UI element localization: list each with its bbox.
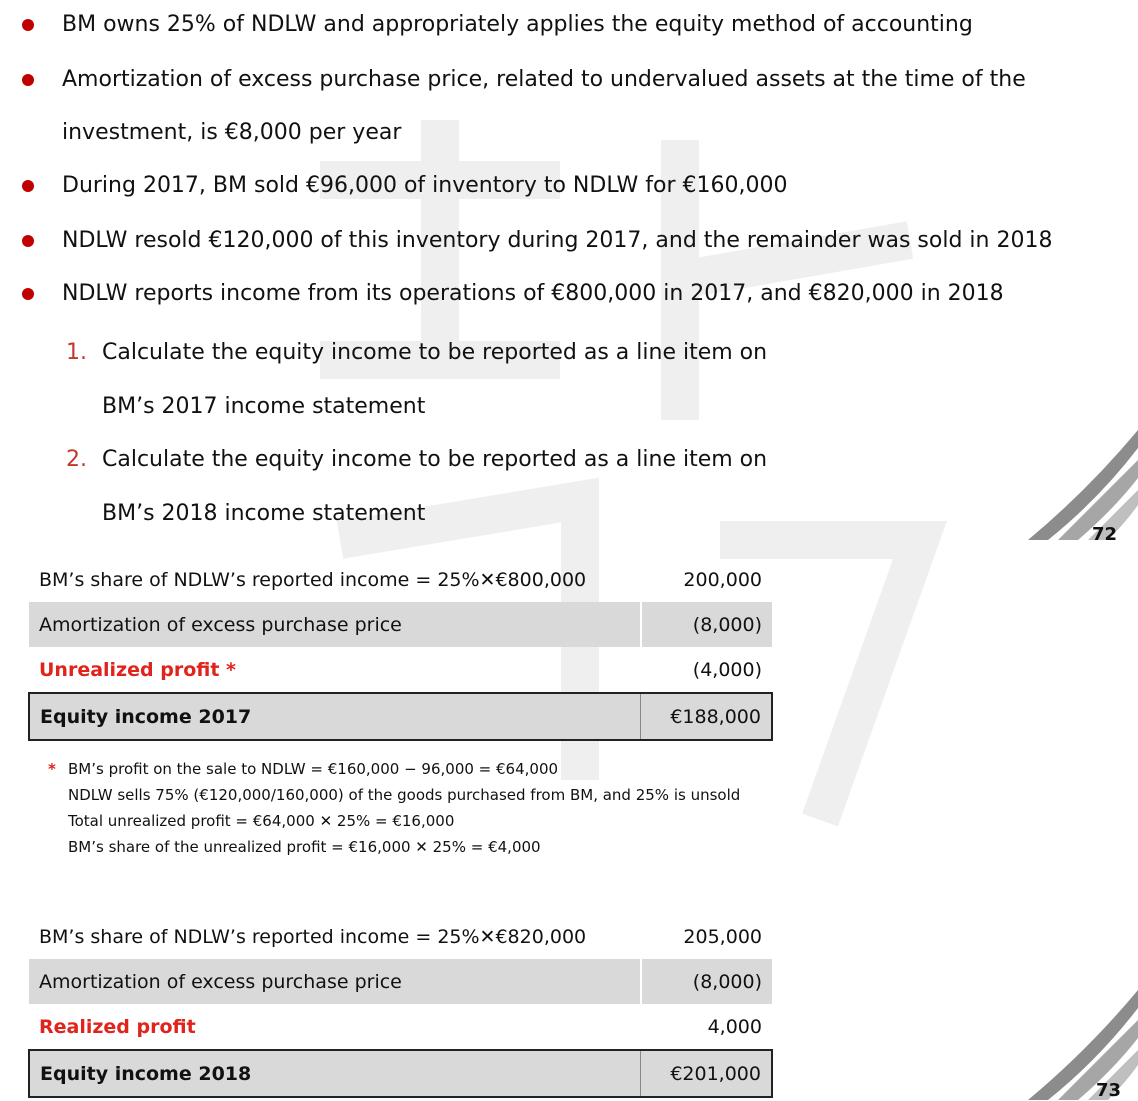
question-text: BM’s 2018 income statement <box>102 501 426 526</box>
footnote-star: * <box>48 760 56 778</box>
equity-income-2017-table <box>28 557 773 741</box>
row-label: BM’s share of NDLW’s reported income = 25%✕€820,000 <box>39 925 587 948</box>
slide-number: 72 <box>1092 524 1118 545</box>
bullet-text: NDLW reports income from its operations of €800,000 in 2017, and €820,000 in 2018 <box>62 281 1004 306</box>
bullet-text: Amortization of excess purchase price, related to undervalued assets at the time of the <box>62 67 1026 92</box>
row-label: Unrealized profit * <box>39 658 236 681</box>
question-text: BM’s 2017 income statement <box>102 394 426 419</box>
row-label: BM’s share of NDLW’s reported income = 25%✕€800,000 <box>39 568 587 591</box>
footnote <box>48 756 740 860</box>
bullet-dot-icon <box>22 19 34 31</box>
table-row <box>29 557 772 602</box>
footnote-line <box>48 782 740 808</box>
bullet-text: BM owns 25% of NDLW and appropriately applies the equity method of accounting <box>62 12 973 37</box>
total-row <box>29 1050 772 1097</box>
equity-income-2018-table <box>28 914 773 1098</box>
row-value: (8,000) <box>641 959 773 1004</box>
total-value: €201,000 <box>641 1050 773 1097</box>
footnote-line <box>48 808 740 834</box>
table-row <box>29 647 772 693</box>
row-value: 205,000 <box>683 925 762 948</box>
footnote-line <box>48 834 740 860</box>
total-label: Equity income 2017 <box>29 693 641 740</box>
row-label: Amortization of excess purchase price <box>29 959 641 1004</box>
slide-corner-graphic <box>1018 430 1138 540</box>
row-value: 4,000 <box>707 1015 762 1038</box>
question-text: Calculate the equity income to be reported as a line item on <box>102 447 768 472</box>
table-row <box>29 1004 772 1050</box>
total-label: Equity income 2018 <box>29 1050 641 1097</box>
row-value: 200,000 <box>683 568 762 591</box>
footnote-text: Total unrealized profit = €64,000 ✕ 25% = €16,000 <box>68 812 455 830</box>
question-text: Calculate the equity income to be reported as a line item on <box>102 340 768 365</box>
bullet-dot-icon <box>22 288 34 300</box>
table-row <box>29 602 772 647</box>
total-row <box>29 693 772 740</box>
bullet-text: NDLW resold €120,000 of this inventory during 2017, and the remainder was sold in 2018 <box>62 228 1053 253</box>
row-value: (8,000) <box>641 602 773 647</box>
total-value: €188,000 <box>641 693 773 740</box>
bullet-dot-icon <box>22 235 34 247</box>
footnote-text: NDLW sells 75% (€120,000/160,000) of the goods purchased from BM, and 25% is unsold <box>68 786 741 804</box>
table-row <box>29 959 772 1004</box>
footnote-line <box>48 756 740 782</box>
footnote-text: BM’s share of the unrealized profit = €16,000 ✕ 25% = €4,000 <box>68 838 541 856</box>
bullet-text: investment, is €8,000 per year <box>62 120 402 145</box>
slide-number: 73 <box>1096 1080 1122 1101</box>
row-label: Realized profit <box>39 1015 196 1038</box>
question-number: 1. <box>66 340 87 365</box>
footnote-text: BM’s profit on the sale to NDLW = €160,000 − 96,000 = €64,000 <box>68 760 559 778</box>
bullet-dot-icon <box>22 74 34 86</box>
row-value: (4,000) <box>692 658 762 681</box>
bullet-text: During 2017, BM sold €96,000 of inventory to NDLW for €160,000 <box>62 173 788 198</box>
row-label: Amortization of excess purchase price <box>29 602 641 647</box>
table-row <box>29 914 772 959</box>
question-number: 2. <box>66 447 87 472</box>
bullet-dot-icon <box>22 180 34 192</box>
